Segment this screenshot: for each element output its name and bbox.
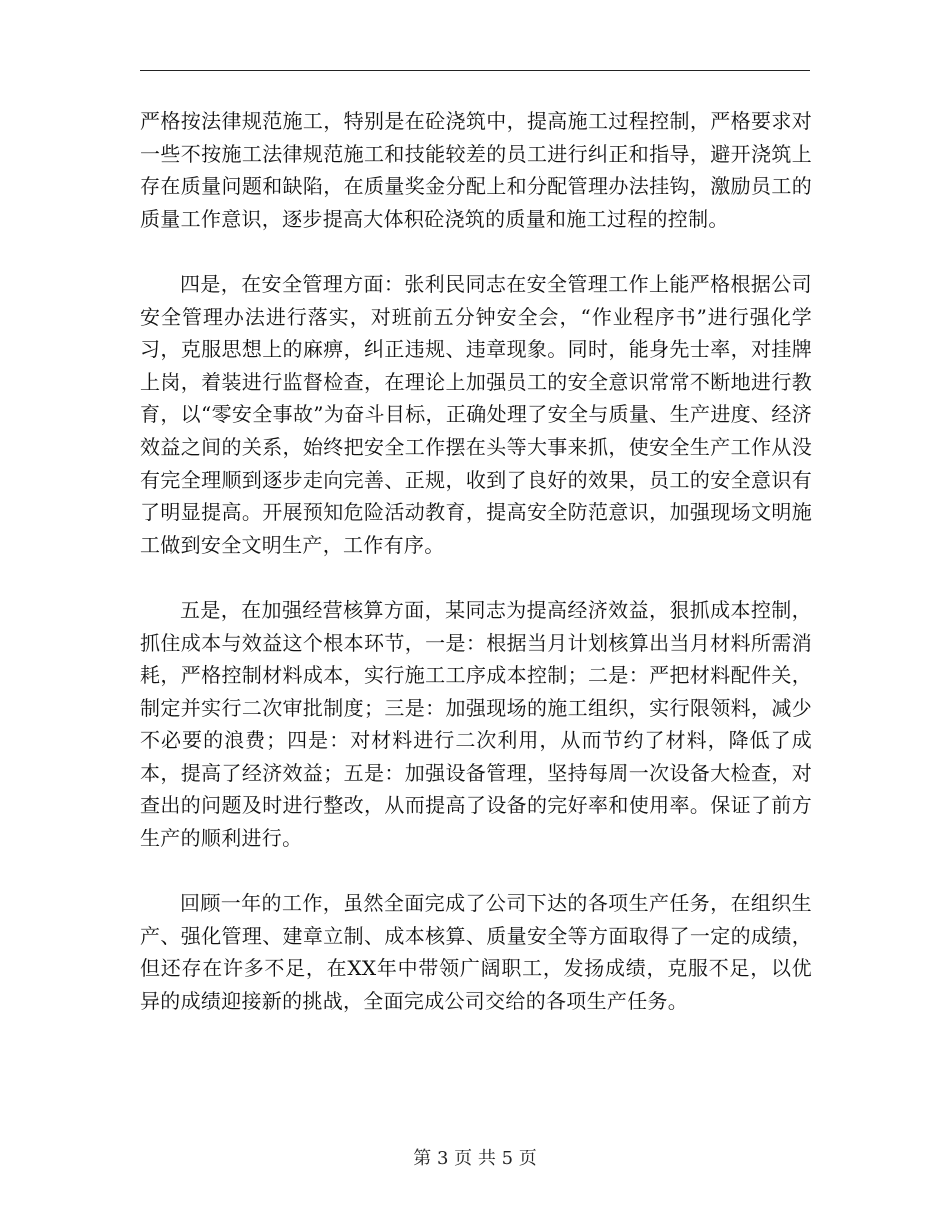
paragraph-cost-accounting: 五是，在加强经营核算方面，某同志为提高经济效益，狠抓成本控制，抓住成本与效益这个根本环节，一是：根据当月计划核算出当月材料所需消耗，严格控制材料成本，实行施工工序成本控制；二是：严把材料配件关，制定并实行二次审批制度；三是：加强现场的施工组织，实行限领料，减少不必要的浪费；四是：对材料进行二次利用，从而节约了材料，降低了成本，提高了经济效益；五是：加强设备管理，坚持每周一次设备大检查，对查出的问题及时进行整改，从而提高了设备的完好率和使用率。保证了前方生产的顺利进行。: [140, 597, 812, 851]
paragraph-safety-management: 四是，在安全管理方面：张利民同志在安全管理工作上能严格根据公司安全管理办法进行落实，对班前五分钟安全会，“作业程序书”进行强化学习，克服思想上的麻痹，纠正违规、违章现象。同时，能身先士率，对挂牌上岗，着装进行监督检查，在理论上加强员工的安全意识常常不断地进行教育，以“零安全事故”为奋斗目标，正确处理了安全与质量、生产进度、经济效益之间的关系，始终把安全工作摆在头等大事来抓，使安全生产工作从没有完全理顺到逐步走向完善、正规，收到了良好的效果，员工的安全意识有了明显提高。开展预知危险活动教育，提高安全防范意识，加强现场文明施工做到安全文明生产，工作有序。: [140, 271, 812, 557]
body-text: [140, 105, 812, 1050]
header-rule: [140, 70, 810, 71]
paragraph-continuation: 严格按法律规范施工，特别是在砼浇筑中，提高施工过程控制，严格要求对一些不按施工法律规范施工和技能较差的员工进行纠正和指导，避开浇筑上存在质量问题和缺陷，在质量奖金分配上和分配管理办法挂钩，激励员工的质量工作意识，逐步提高大体积砼浇筑的质量和施工过程的控制。: [140, 109, 812, 231]
page-number: 第 3 页 共 5 页: [413, 1148, 537, 1169]
paragraph-year-review: 回顾一年的工作，虽然全面完成了公司下达的各项生产任务，在组织生产、强化管理、建章立制、成本核算、质量安全等方面取得了一定的成绩，但还存在许多不足，在XX年中带领广阔职工，发扬成绩，克服不足，以优异的成绩迎接新的挑战，全面完成公司交给的各项生产任务。: [140, 891, 812, 1014]
